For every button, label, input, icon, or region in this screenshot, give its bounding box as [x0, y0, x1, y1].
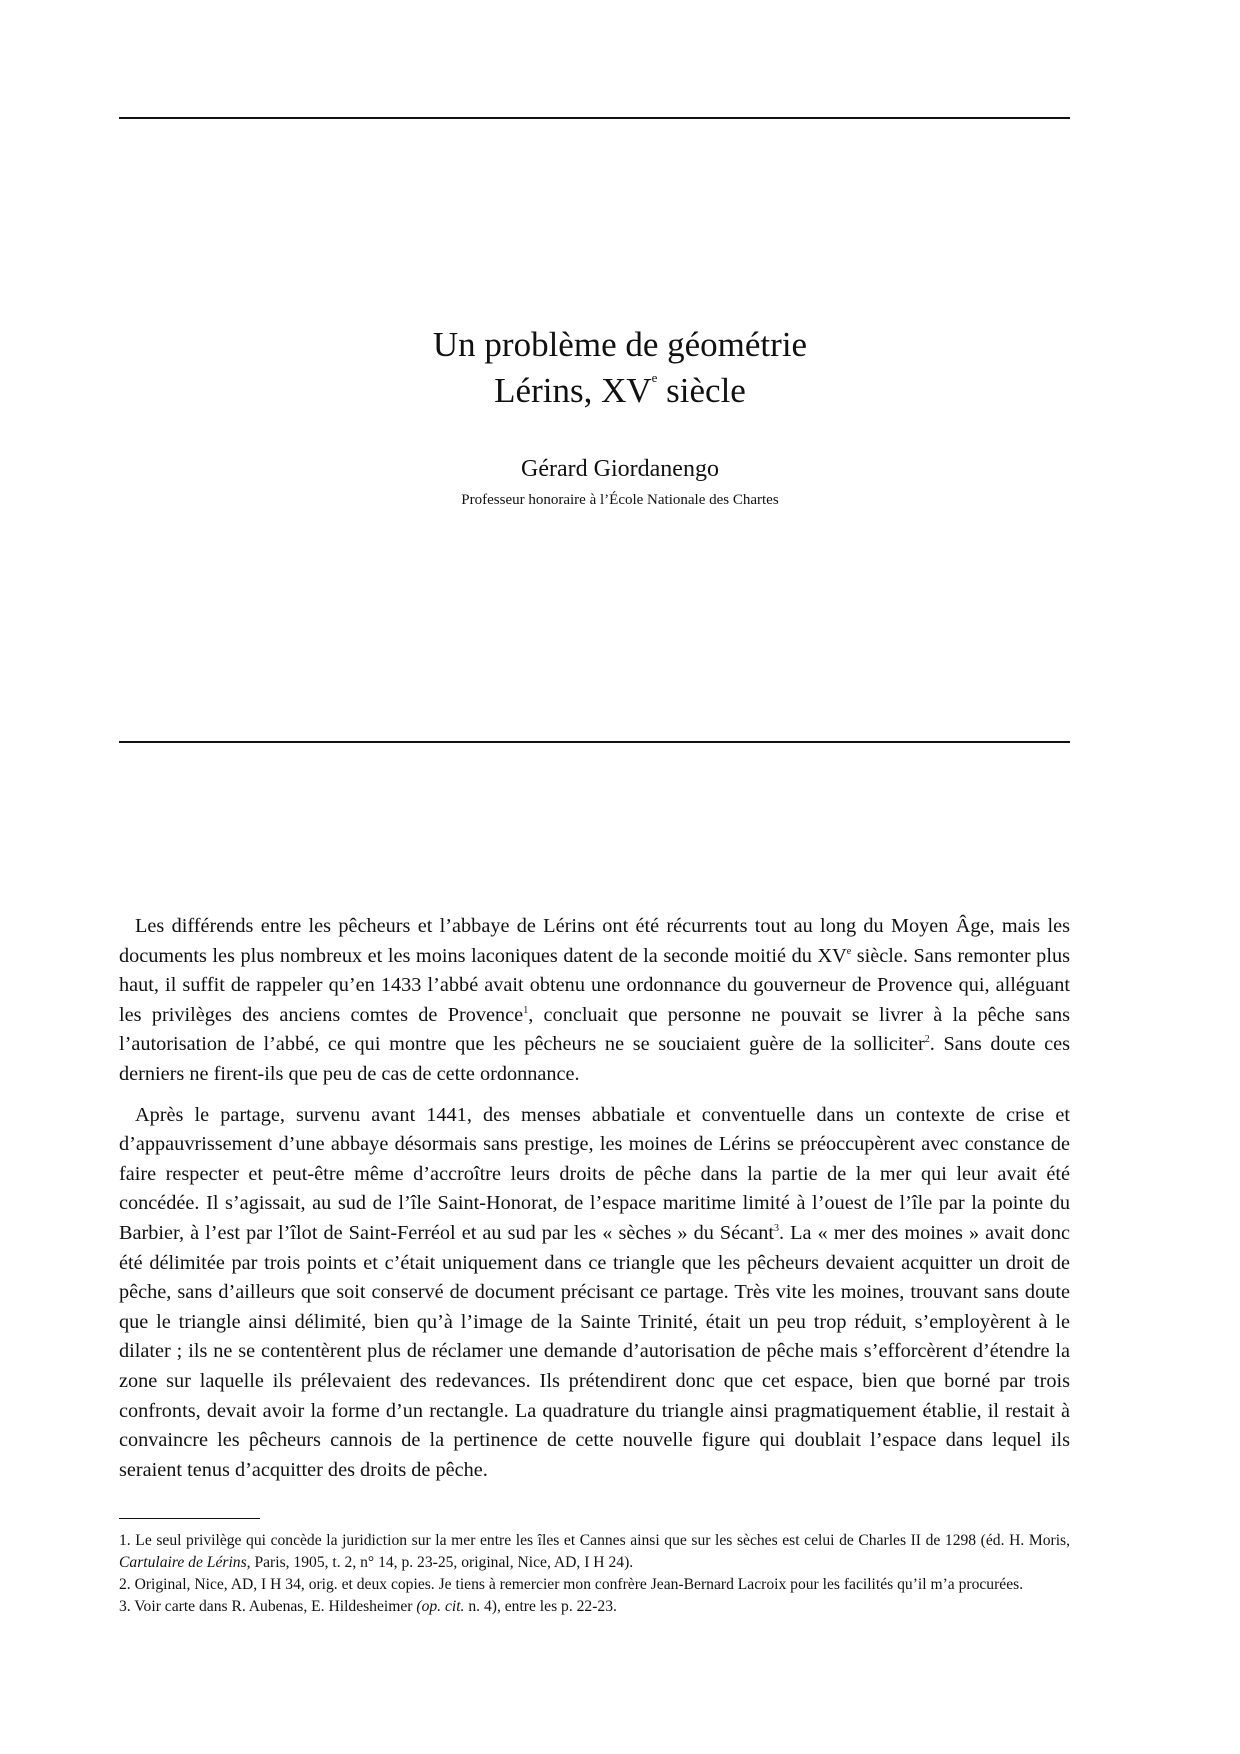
fn3-text-a: 3. Voir carte dans R. Aubenas, E. Hildesheimer: [119, 1597, 417, 1615]
fn1-text-b: Paris, 1905, t. 2, n° 14, p. 23-25, original, Nice, AD, I H 24).: [250, 1553, 634, 1571]
p2-text-b: . La « mer des moines » avait donc été délimitée par trois points et c’était uniquement dans ce triangle que les pêcheurs devaient acquitter un droit de pêche, sans d’ailleurs que soit conservé de document précisant ce partage. Très vite les moines, trouvant sans doute que le triangle ainsi délimité, bien qu’à l’image de la Sainte Trinité, était un peu trop réduit, s’employèrent à le dilater ; ils ne se contentèrent plus de réclamer une demande d’autorisation de pêche mais s’efforcèrent d’étendre la zone sur laquelle ils prélevaient des redevances. Ils prétendirent donc que cet espace, bien que borné par trois confronts, devait avoir la forme d’un rectangle. La quadrature du triangle ainsi pragmatiquement établie, il restait à convaincre les pêcheurs cannois de la pertinence de cette nouvelle figure qui doublait l’espace dans lequel ils seraient tenus d’acquitter des droits de pêche.: [119, 1221, 1070, 1481]
body-text: [119, 912, 1070, 1496]
title-line-1: Un problème de géométrie: [432, 325, 808, 364]
century-superscript: e: [846, 945, 852, 957]
title-line-2-end: siècle: [657, 371, 746, 410]
footnote-2: 2. Original, Nice, AD, I H 34, orig. et deux copies. Je tiens à remercier mon confrère Jean-Bernard Lacroix pour les facilités qu’il m’a procurées.: [119, 1576, 1024, 1594]
fn3-text-b: n. 4), entre les p. 22-23.: [464, 1597, 617, 1615]
footnote-1: [119, 1530, 1070, 1573]
p1-text-c: , concluait que personne ne pouvait se livrer à la pêche sans l’autorisation de l’abbé, ce qui montre que les pêcheurs ne se souciaient guère de la solliciter: [119, 1003, 1070, 1056]
paragraph-2: [119, 1101, 1070, 1486]
middle-rule: [119, 741, 1070, 743]
footnote-ref-1[interactable]: 1: [523, 1004, 529, 1016]
fn1-text-a: 1. Le seul privilège qui concède la juridiction sur la mer entre les îles et Cannes ainsi que sur les sèches est celui de Charles II de 1298 (éd. H. Moris,: [119, 1532, 1070, 1549]
footnotes: [119, 1530, 1070, 1618]
p1-text-a: Les différends entre les pêcheurs et l’abbaye de Lérins ont été récurrents tout au long du Moyen Âge, mais les documents les plus nombreux et les moins laconiques datent de la seconde moitié du XV: [119, 915, 1070, 967]
author-name: Gérard Giordanengo: [521, 456, 719, 482]
fn3-italic-ref: (op. cit.: [416, 1597, 465, 1615]
title-century-superscript: e: [651, 370, 658, 385]
paragraph-1: [119, 912, 1070, 1090]
top-rule: [119, 117, 1070, 119]
footnote-ref-3[interactable]: 3: [773, 1222, 779, 1234]
footnote-3: [119, 1596, 1070, 1618]
article-title: [0, 322, 1240, 414]
p1-text-d: . Sans doute ces derniers ne firent-ils que peu de cas de cette ordonnance.: [119, 1033, 1070, 1085]
title-line-2: [0, 368, 1240, 414]
footnote-ref-2[interactable]: 2: [924, 1034, 930, 1046]
title-line-2-start: Lérins, XV: [494, 371, 652, 410]
p2-text-a: Après le partage, survenu avant 1441, des menses abbatiale et conventuelle dans un contexte de crise et d’appauvrissement d’une abbaye désormais sans prestige, les moines de Lérins se préoccupèrent avec constance de faire respecter et peut-être même d’accroître leurs droits de pêche dans la partie de la mer qui leur avait été concédée. Il s’agissait, au sud de l’île Saint-Honorat, de l’espace maritime limité à l’ouest de l’île par la pointe du Barbier, à l’est par l’îlot de Saint-Ferréol et au sud par les « sèches » du Sécant: [119, 1103, 1070, 1244]
fn1-italic-title: Cartulaire de Lérins,: [119, 1553, 251, 1571]
footnote-separator: [119, 1518, 260, 1519]
p1-text-b: siècle. Sans remonter plus haut, il suffit de rappeler qu’en 1433 l’abbé avait obtenu une ordonnance du gouverneur de Provence qui, alléguant les privilèges des anciens comtes de Provence: [119, 944, 1070, 1026]
author-affiliation: Professeur honoraire à l’École Nationale des Chartes: [461, 492, 779, 508]
